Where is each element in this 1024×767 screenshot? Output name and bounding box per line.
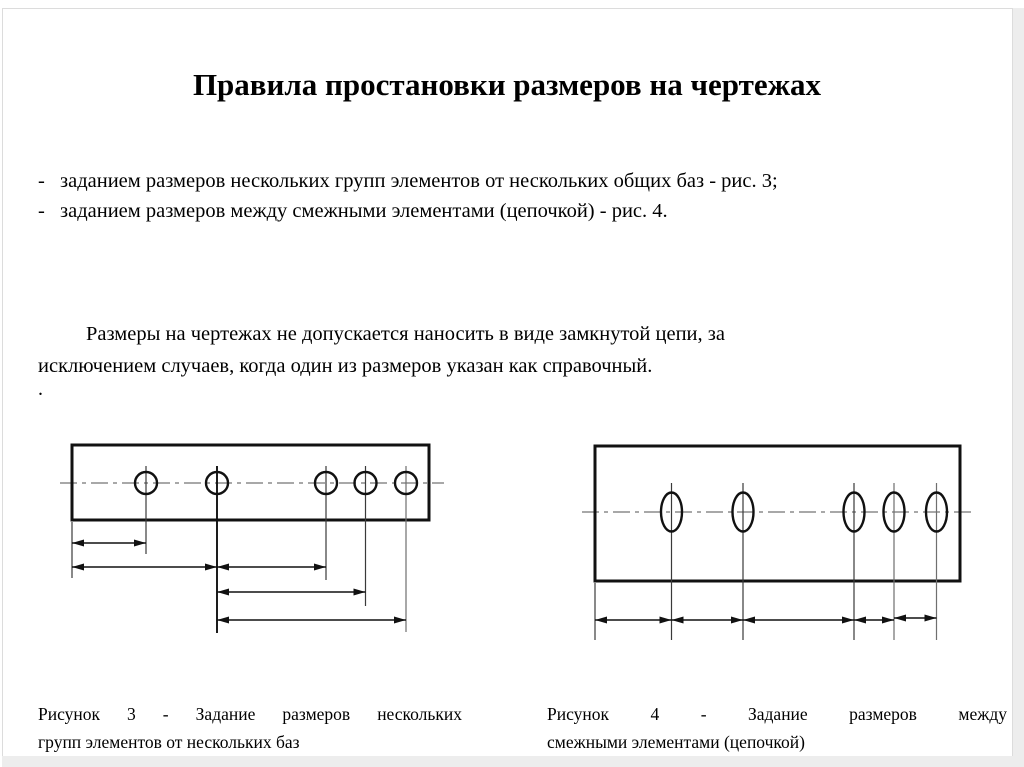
bullet-item-bases <box>38 166 978 196</box>
bullet-text: заданием размеров между смежными элементами (цепочкой) - рис. 4. <box>60 200 668 222</box>
figure4-caption <box>547 700 1007 756</box>
figure4-caption-line: смежными элементами (цепочкой) <box>547 732 805 752</box>
body-paragraph <box>38 318 918 382</box>
page-title: Правила простановки размеров на чертежах <box>192 66 822 102</box>
figure3-caption-line: Рисунок 3 - Задание размеров нескольких <box>38 704 462 724</box>
bullet-list <box>38 166 978 226</box>
figure3-drawing <box>50 430 460 648</box>
figure4-caption-line: Рисунок 4 - Задание размеров между <box>547 704 1007 724</box>
figure3-caption-line: групп элементов от нескольких баз <box>38 732 300 752</box>
figure3-dimension-lines <box>72 543 406 620</box>
bullet-text: заданием размеров нескольких групп элементов от нескольких общих баз - рис. 3; <box>60 170 778 192</box>
bottom-edge-band <box>2 756 1013 767</box>
figure4-extension-lines <box>595 483 937 640</box>
figure4-dimension-lines <box>595 618 937 620</box>
stray-period: . <box>38 378 43 400</box>
bullet-marker: - <box>38 200 45 222</box>
right-edge-band <box>1013 8 1024 767</box>
bullet-marker: - <box>38 170 45 192</box>
bullet-item-chain <box>38 196 978 226</box>
figure3-caption <box>38 700 462 756</box>
paragraph-line: Размеры на чертежах не допускается наносить в виде замкнутой цепи, за <box>86 323 725 345</box>
figure3-extension-lines <box>72 466 406 633</box>
paragraph-line: исключением случаев, когда один из размеров указан как справочный. <box>38 355 653 377</box>
figure4-drawing <box>575 430 995 648</box>
